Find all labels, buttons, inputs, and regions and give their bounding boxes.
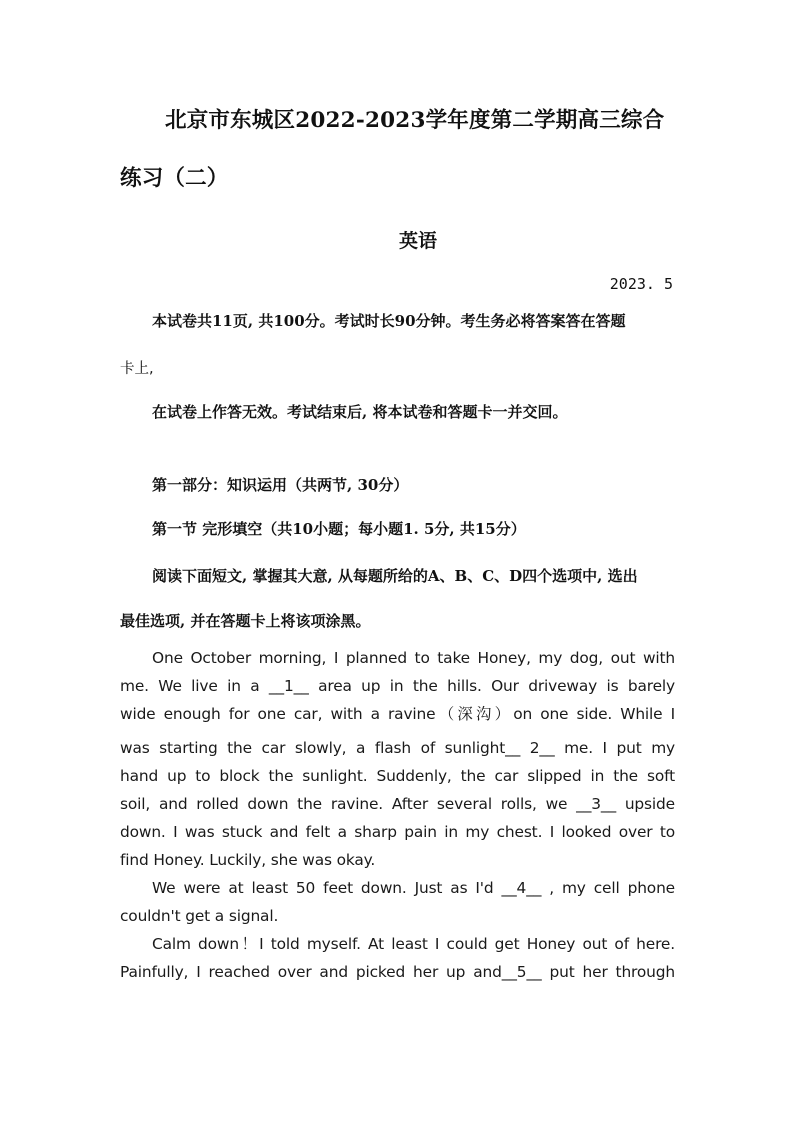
passage-line-12: Painfully, I reached over and picked her up and__5__ put her through <box>120 963 675 981</box>
exam-title-line2: 练习（二） <box>120 166 229 191</box>
instruction-line-3: 在试卷上作答无效。考试结束后, 将本试卷和答题卡一并交回。 <box>152 403 568 421</box>
passage-line-6: soil, and rolled down the ravine. After several rolls, we __3__ upside <box>120 795 675 813</box>
exam-title-line1: 北京市东城区2022-2023学年度第二学期高三综合 <box>165 108 665 133</box>
directions-line-2: 最佳选项, 并在答题卡上将该项涂黑。 <box>120 612 371 630</box>
passage-line-11: Calm down！I told myself. At least I could get Honey out of here. <box>152 935 675 953</box>
passage-line-5: hand up to block the sunlight. Suddenly, the car slipped in the soft <box>120 767 675 785</box>
subject-heading: 英语 <box>398 230 437 252</box>
passage-line-7: down. I was stuck and felt a sharp pain in my chest. I looked over to <box>120 823 675 841</box>
passage-line-4: was starting the car slowly, a flash of sunlight__ 2__ me. I put my <box>120 739 675 757</box>
instruction-line-2: 卡上, <box>120 361 154 377</box>
passage-line-10: couldn't get a signal. <box>120 907 279 925</box>
part-heading: 第一部分：知识运用（共两节, 30分） <box>152 476 409 494</box>
passage-line-2: me. We live in a __1__ area up in the hills. Our driveway is barely <box>120 677 675 695</box>
instruction-line-1: 本试卷共11页, 共100分。考试时长90分钟。考生务必将答案答在答题 <box>152 312 626 330</box>
passage-line-1: One October morning, I planned to take Honey, my dog, out with <box>152 649 675 667</box>
exam-date: 2023. 5 <box>609 275 673 293</box>
section-heading: 第一节 完形填空（共10小题；每小题1. 5分, 共15分） <box>152 520 526 538</box>
passage-line-9: We were at least 50 feet down. Just as I'd __4__ , my cell phone <box>152 879 675 897</box>
passage-line-8: find Honey. Luckily, she was okay. <box>120 851 376 869</box>
cloze-passage <box>120 644 675 986</box>
passage-line-3: wide enough for one car, with a ravine（深沟）on one side. While I <box>120 705 675 723</box>
directions-line-1: 阅读下面短文, 掌握其大意, 从每题所给的A、B、C、D四个选项中, 选出 <box>152 567 638 585</box>
